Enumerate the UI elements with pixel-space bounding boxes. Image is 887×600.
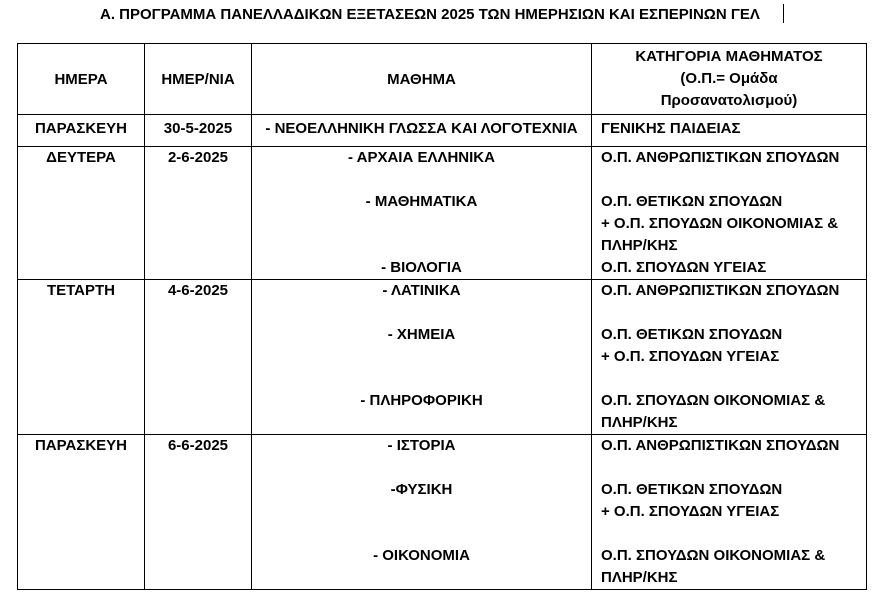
category-cell [592,435,867,590]
table-row [18,147,867,280]
category-line [601,302,866,324]
category-line: Ο.Π. ΘΕΤΙΚΩΝ ΣΠΟΥΔΩΝ [601,481,783,498]
category-line [601,523,866,545]
header-category-line2: (Ο.Π.= Ομάδα [680,70,778,87]
day-text: ΠΑΡΑΣΚΕΥΗ [34,120,128,137]
subject-line: - ΛΑΤΙΝΙΚΑ [382,282,461,299]
category-line [601,368,866,390]
date-cell [145,115,252,147]
category-line: Ο.Π. ΣΠΟΥΔΩΝ ΟΙΚΟΝΟΜΙΑΣ & [601,392,826,409]
subject-line: - ΝΕΟΕΛΛΗΝΙΚΗ ΓΛΩΣΣΑ ΚΑΙ ΛΟΓΟΤΕΧΝΙΑ [265,120,578,137]
day-cell [18,115,145,147]
header-date: ΗΜΕΡ/ΝΙΑ [145,44,252,115]
subject-line: -ΦΥΣΙΚΗ [390,481,453,498]
subject-line: - ΧΗΜΕΙΑ [387,326,456,343]
subject-line [252,235,591,257]
table-body [18,115,867,590]
header-day: ΗΜΕΡΑ [18,44,145,115]
category-line: ΠΛΗΡ/ΚΗΣ [601,237,678,254]
subject-line [252,457,591,479]
subject-line: - ΒΙΟΛΟΓΙΑ [381,259,462,276]
date-text: 2-6-2025 [167,149,229,166]
subject-line [252,412,591,434]
subject-cell [252,115,592,147]
category-line [601,169,866,191]
category-line: + Ο.Π. ΣΠΟΥΔΩΝ ΥΓΕΙΑΣ [601,503,780,520]
subject-line [252,368,591,390]
category-line: Ο.Π. ΣΠΟΥΔΩΝ ΥΓΕΙΑΣ [601,259,767,276]
subject-line [252,567,591,589]
subject-line [252,501,591,523]
category-line: ΓΕΝΙΚΗΣ ΠΑΙΔΕΙΑΣ [601,120,741,137]
date-cell [145,435,252,590]
category-line: Ο.Π. ΣΠΟΥΔΩΝ ΟΙΚΟΝΟΜΙΑΣ & [601,547,826,564]
day-cell [18,280,145,435]
subject-line: - ΠΛΗΡΟΦΟΡΙΚΗ [360,392,483,409]
day-cell [18,147,145,280]
subject-line: - ΑΡΧΑΙΑ ΕΛΛΗΝΙΚΑ [348,149,495,166]
subject-cell [252,147,592,280]
category-line: ΠΛΗΡ/ΚΗΣ [601,569,678,586]
category-line: + Ο.Π. ΣΠΟΥΔΩΝ ΟΙΚΟΝΟΜΙΑΣ & [601,215,839,232]
day-text: ΔΕΥΤΕΡΑ [46,149,116,166]
category-line: Ο.Π. ΑΝΘΡΩΠΙΣΤΙΚΩΝ ΣΠΟΥΔΩΝ [601,149,840,166]
category-cell [592,147,867,280]
category-line: Ο.Π. ΑΝΘΡΩΠΙΣΤΙΚΩΝ ΣΠΟΥΔΩΝ [601,282,840,299]
document-title: Α. ΠΡΟΓΡΑΜΜΑ ΠΑΝΕΛΛΑΔΙΚΩΝ ΕΞΕΤΑΣΕΩΝ 2025 ΤΩΝ ΗΜΕΡΗΣΙΩΝ ΚΑΙ ΕΣΠΕΡΙΝΩΝ ΓΕΛ [100,6,760,23]
category-line: Ο.Π. ΘΕΤΙΚΩΝ ΣΠΟΥΔΩΝ [601,193,783,210]
exam-schedule-table [17,43,867,590]
day-text: ΤΕΤΑΡΤΗ [46,282,116,299]
table-header-row [18,44,867,115]
subject-line [252,169,591,191]
header-category-line1: ΚΑΤΗΓΟΡΙΑ ΜΑΘΗΜΑΤΟΣ [635,48,823,65]
table-row [18,280,867,435]
header-category-line3: Προσανατολισμού) [660,92,798,109]
category-cell [592,280,867,435]
category-line: + Ο.Π. ΣΠΟΥΔΩΝ ΥΓΕΙΑΣ [601,348,780,365]
subject-line [252,346,591,368]
date-text: 6-6-2025 [167,437,229,454]
table-row [18,435,867,590]
date-text: 30-5-2025 [163,120,233,137]
subject-cell [252,280,592,435]
category-line [601,457,866,479]
category-line: Ο.Π. ΑΝΘΡΩΠΙΣΤΙΚΩΝ ΣΠΟΥΔΩΝ [601,437,840,454]
header-category [592,44,867,115]
category-cell [592,115,867,147]
subject-line: - ΟΙΚΟΝΟΜΙΑ [373,547,470,564]
day-cell [18,435,145,590]
subject-line [252,523,591,545]
subject-line: - ΙΣΤΟΡΙΑ [387,437,456,454]
header-subject: ΜΑΘΗΜΑ [252,44,592,115]
subject-line: - ΜΑΘΗΜΑΤΙΚΑ [365,193,478,210]
subject-cell [252,435,592,590]
category-line: ΠΛΗΡ/ΚΗΣ [601,414,678,431]
text-cursor [783,4,784,23]
subject-line [252,302,591,324]
date-cell [145,280,252,435]
date-cell [145,147,252,280]
day-text: ΠΑΡΑΣΚΕΥΗ [34,437,128,454]
date-text: 4-6-2025 [167,282,229,299]
table-row [18,115,867,147]
subject-line [252,213,591,235]
category-line: Ο.Π. ΘΕΤΙΚΩΝ ΣΠΟΥΔΩΝ [601,326,783,343]
